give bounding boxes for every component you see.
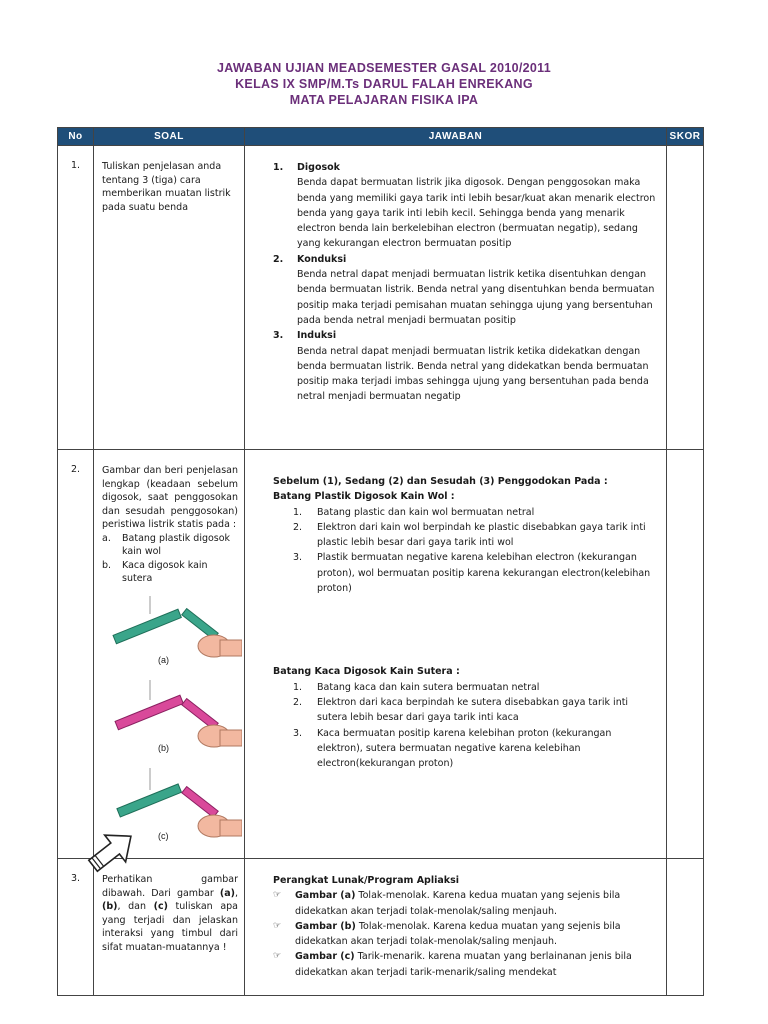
header-soal: SOAL xyxy=(94,128,245,146)
figure-label-c: (c) xyxy=(158,830,169,841)
step-number: 1. xyxy=(293,681,303,693)
question-ref-a: (a) xyxy=(219,887,235,899)
question-sep-1: , xyxy=(234,887,238,899)
title-line-2: KELAS IX SMP/M.Ts DARUL FALAH ENREKANG xyxy=(235,77,533,91)
bullet-text: Tarik-menarik. karena muatan yang berlainanan jenis bila didekatkan akan terjadi tarik-menarik/saling mendekat xyxy=(295,951,632,978)
header-skor: SKOR xyxy=(667,128,704,146)
step-number: 1. xyxy=(293,506,303,518)
question-text: Tuliskan penjelasan anda tentang 3 (tiga) cara memberikan muatan listrik pada suatu benda xyxy=(102,161,231,213)
header-jawaban: JAWABAN xyxy=(245,128,667,146)
row-number: 1. xyxy=(58,146,94,450)
answer-item xyxy=(273,252,656,328)
table-row xyxy=(58,859,704,996)
question-cell xyxy=(94,859,245,996)
answer-cell xyxy=(245,450,667,859)
item-number: 2. xyxy=(273,253,284,265)
item-number: 1. xyxy=(273,162,284,173)
item-text: Benda netral dapat menjadi bermuatan listrik ketika didekatkan dengan benda bermuatan listrik. Benda netral yang didekatkan benda bermuatan positip maka terjadi imbas sehingga ujung yang bersentuhan pada benda netral menjadi bermuatan negatip xyxy=(297,345,649,403)
pointing-hand-icon: ☞ xyxy=(273,951,282,962)
row-number: 3. xyxy=(58,859,94,996)
question-cell xyxy=(94,450,245,859)
sub-letter: b. xyxy=(102,559,112,571)
step-number: 3. xyxy=(293,727,303,739)
bullet-label: Gambar (a) xyxy=(295,890,356,902)
bullet-label: Gambar (c) xyxy=(295,951,355,963)
step-text: Elektron dari kain wol berpindah ke plastic disebabkan gaya tarik inti plastic lebih besar dari gaya tarik inti wol xyxy=(317,521,646,549)
table-row xyxy=(58,146,704,450)
step-text: Elektron dari kaca berpindah ke sutera disebabkan gaya tarik inti sutera lebih besar dari gaya tarik inti kaca xyxy=(317,696,629,724)
title-line-3: MATA PELAJARAN FISIKA IPA xyxy=(289,93,479,107)
pointing-hand-icon: ☞ xyxy=(273,890,282,901)
answer-item xyxy=(273,160,656,252)
question-ref-c: (c) xyxy=(153,901,168,912)
step-number: 2. xyxy=(293,696,303,708)
item-text: Benda netral dapat menjadi bermuatan listrik ketika disentuhkan dengan benda bermuatan listrik. Benda netral yang disentuhkan benda bermuatan positip maka terjadi pemisahan muatan sehingga ujung yang bersentuhan pada benda netral menjadi bermuatan positip xyxy=(297,269,655,326)
step-text: Kaca bermuatan positip karena kelebihan proton (kekurangan elektron), sutera bermuatan negative karena kelebihan electron(kekurangan proton) xyxy=(317,727,612,770)
sub-text: Batang plastik digosok kain wol xyxy=(122,532,231,557)
sub-text: Kaca digosok kain sutera xyxy=(122,559,208,584)
sub-letter: a. xyxy=(102,532,111,544)
rod-figure-a xyxy=(102,592,242,670)
item-number: 3. xyxy=(273,330,284,342)
answer-heading: Sebelum (1), Sedang (2) dan Sesudah (3) Penggodokan Pada : xyxy=(273,476,608,487)
title-line-1: JAWABAN UJIAN MEADSEMESTER GASAL 2010/2011 xyxy=(217,61,551,75)
rubbing-figures xyxy=(102,592,238,852)
answer-heading: Perangkat Lunak/Program Apliaksi xyxy=(273,875,460,886)
table-header-row xyxy=(58,128,704,146)
document-title xyxy=(0,60,768,108)
bullet-text: Tolak-menolak. Karena kedua muatan yang sejenis bila didekatkan akan terjadi tolak-menolak/saling menjauh. xyxy=(295,890,621,917)
glass-steps xyxy=(273,680,656,772)
question-sep-2: , dan xyxy=(117,901,154,912)
row-number: 2. xyxy=(58,450,94,859)
item-title: Digosok xyxy=(297,162,340,173)
bullet-label: Gambar (b) xyxy=(295,920,356,932)
answer-table xyxy=(57,127,704,996)
pointing-hand-icon: ☞ xyxy=(273,920,282,931)
question-cell xyxy=(94,146,245,450)
item-title: Induksi xyxy=(297,330,337,342)
score-cell xyxy=(667,450,704,859)
plastic-steps xyxy=(273,505,656,597)
group-title-glass: Batang Kaca Digosok Kain Sutera : xyxy=(273,666,460,678)
step-number: 2. xyxy=(293,521,303,533)
score-cell xyxy=(667,146,704,450)
header-no: No xyxy=(58,128,94,146)
question-ref-b: (b) xyxy=(102,901,118,912)
group-title-plastic: Batang Plastik Digosok Kain Wol : xyxy=(273,491,455,503)
figure-label-a: (a) xyxy=(158,654,169,665)
question-text-post: tuliskan apa yang terjadi dan jelaskan interaksi yang timbul dari sifat muatan-muatannya ! xyxy=(102,901,238,953)
arrow-icon xyxy=(82,826,142,876)
step-number: 3. xyxy=(293,552,303,564)
question-text: Gambar dan beri penjelasan lengkap (keadaan sebelum digosok, saat penggosokan dan sesudah penggosokan) peristiwa listrik statis pada : xyxy=(102,465,238,530)
step-text: Batang kaca dan kain sutera bermuatan netral xyxy=(317,681,540,693)
answer-item xyxy=(273,328,656,404)
bullet-text: Tolak-menolak. Karena kedua muatan yang sejenis bila didekatkan akan terjadi tolak-menolak/saling menjauh. xyxy=(295,920,621,948)
answer-cell xyxy=(245,859,667,996)
figure-label-b: (b) xyxy=(158,742,169,753)
item-title: Konduksi xyxy=(297,253,347,265)
question-text-pre: Perhatikan gambar dibawah. Dari gambar xyxy=(102,874,238,899)
step-text: Plastik bermuatan negative karena kelebihan electron (kekurangan proton), wol bermuatan positip karena kekurangan electron(kelebihan proton) xyxy=(317,552,651,595)
score-cell xyxy=(667,859,704,996)
question-sublist xyxy=(102,532,238,586)
interaction-list xyxy=(273,888,656,980)
rod-figure-b xyxy=(102,680,242,758)
table-row xyxy=(58,450,704,859)
item-text: Benda dapat bermuatan listrik jika digosok. Dengan penggosokan maka benda yang memiliki gaya tarik inti lebih besar/kuat akan menarik electron benda yang gaya tarik inti lebih kecil. Sehingga benda yang menarik electron benda lain berkelebihan electron (bermuatan negatip), sedang yang kekurangan electron bermuatan positip xyxy=(297,177,656,250)
answer-cell xyxy=(245,146,667,450)
step-text: Batang plastic dan kain wol bermuatan netral xyxy=(317,506,535,518)
